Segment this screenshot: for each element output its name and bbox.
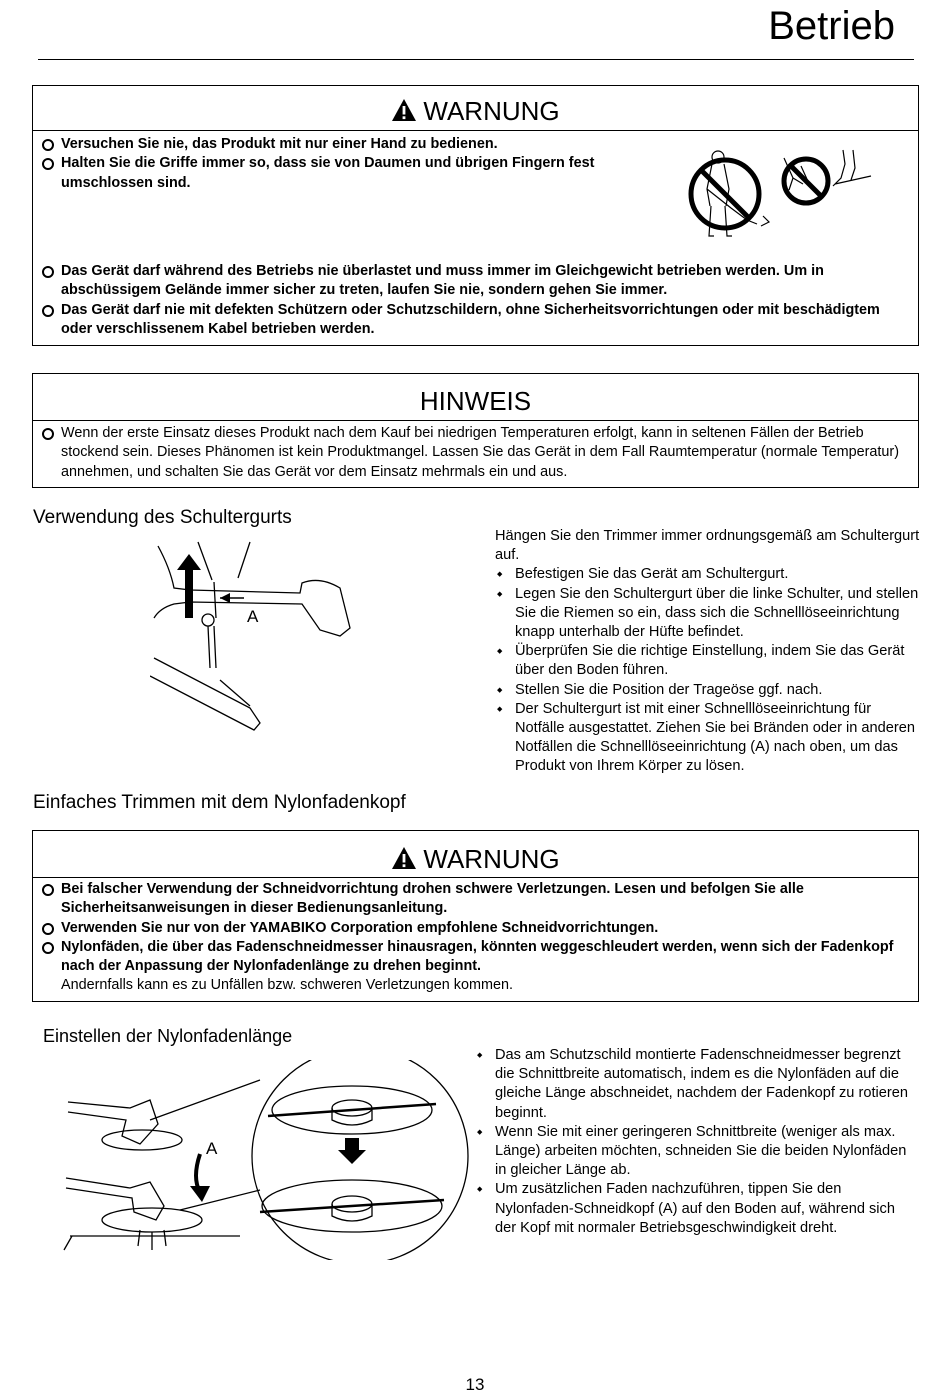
warning-box-2: [32, 830, 919, 1002]
list-item: Halten Sie die Griffe immer so, dass sie von Daumen und übrigen Fingern fest umschlossen sind.: [41, 154, 631, 193]
shoulder-strap-text: [495, 527, 920, 777]
figure-label-a: A: [247, 607, 259, 626]
warning-2-list: [41, 880, 903, 976]
list-item: ◆ Der Schultergurt ist mit einer Schnelllöseeinrichtung für Notfälle ausgestattet. Ziehen Sie bei Bränden oder in anderen Notfällen die Schnelllöseeinrichtung (A) nach oben, um das Produkt von Ihrem Körper zu lösen.: [495, 700, 920, 777]
list-item: Nylonfäden, die über das Fadenschneidmesser hinausragen, könnten weggeschleudert werden, wenn sich der Fadenkopf nach der Anpassung der Nylonfadenlänge zu drehen beginnt.: [41, 938, 903, 977]
warning-triangle-icon: [391, 98, 417, 122]
line-length-illustration: [60, 1060, 480, 1260]
page-title: Betrieb: [768, 4, 895, 48]
list-item: ◆ Stellen Sie die Position der Trageöse ggf. nach.: [495, 681, 920, 700]
list-item: ◆ Befestigen Sie das Gerät am Schultergurt.: [495, 565, 920, 584]
list-item: Versuchen Sie nie, das Produkt mit nur einer Hand zu bedienen.: [41, 135, 631, 154]
header-rule: [38, 59, 914, 60]
warning-1-top-list: [41, 135, 631, 193]
list-item: ◆ Das am Schutzschild montierte Fadenschneidmesser begrenzt die Schnittbreite automatisch, indem es die Nylonfäden auf die gleiche Länge abschneidet, nachdem der Fadenkopf zu rotieren beginnt.: [475, 1046, 920, 1123]
warning-1-bottom-list: [41, 262, 903, 339]
warning-box-2-header: [33, 831, 918, 878]
section-heading-shoulder-strap: Verwendung des Schultergurts: [33, 507, 292, 528]
list-item: Das Gerät darf während des Betriebs nie überlastet und muss immer im Gleichgewicht betrieben werden. Um in abschüssigem Gelände immer sicher zu treten, laufen Sie nie, sondern gehen Sie immer.: [41, 262, 903, 301]
warning-box-2-title: WARNUNG: [423, 844, 560, 874]
list-item: ◆ Um zusätzlichen Faden nachzuführen, tippen Sie den Nylonfaden-Schneidkopf (A) auf den Boden auf, während sich der Kopf mit normaler Betriebsgeschwindigkeit dreht.: [475, 1180, 920, 1238]
shoulder-strap-list: [495, 565, 920, 776]
one-hand-prohibited-illustration: [685, 144, 875, 244]
warning-triangle-icon: [391, 846, 417, 870]
section-heading-line-length: Einstellen der Nylonfadenlänge: [43, 1026, 293, 1046]
list-item: Verwenden Sie nur von der YAMABIKO Corporation empfohlene Schneidvorrichtungen.: [41, 919, 903, 938]
list-item: Wenn der erste Einsatz dieses Produkt nach dem Kauf bei niedrigen Temperaturen erfolgt, kann in seltenen Fällen der Betrieb stockend sein. Dieses Phänomen ist kein Produktmangel. Lassen Sie das Gerät in dem Fall Raumtemperatur (normale Temperatur) annehmen, und schalten Sie das Gerät vor dem Einsatz mehrmals ein und aus.: [41, 424, 903, 482]
line-length-text: [475, 1046, 920, 1238]
list-item: Das Gerät darf nie mit defekten Schützern oder Schutzschildern, ohne Sicherheitsvorrichtungen oder mit beschädigtem oder verschlissenem Kabel betrieben werden.: [41, 301, 903, 340]
section-heading-trimming: Einfaches Trimmen mit dem Nylonfadenkopf: [33, 792, 406, 813]
figure-label-a: A: [206, 1139, 218, 1158]
list-item: Bei falscher Verwendung der Schneidvorrichtung drohen schwere Verletzungen. Lesen und befolgen Sie alle Sicherheitsanweisungen in dieser Bedienungsanleitung.: [41, 880, 903, 919]
list-item: ◆ Legen Sie den Schultergurt über die linke Schulter, und stellen Sie die Riemen so ein, dass sich die Schnelllöseeinrichtung knapp unterhalb der Hüfte befindet.: [495, 585, 920, 643]
page-number: 13: [465, 1375, 485, 1394]
warning-box-1: [32, 85, 919, 346]
notice-box-title: HINWEIS: [419, 386, 532, 416]
notice-list: [41, 424, 903, 482]
warning-2-extra: Andernfalls kann es zu Unfällen bzw. schweren Verletzungen kommen.: [61, 977, 513, 993]
shoulder-strap-illustration: [150, 538, 380, 738]
warning-box-1-title: WARNUNG: [423, 96, 560, 126]
list-item: ◆ Überprüfen Sie die richtige Einstellung, indem Sie das Gerät über den Boden führen.: [495, 642, 920, 680]
list-item: ◆ Wenn Sie mit einer geringeren Schnittbreite (weniger als max. Länge) arbeiten möchten, schneiden Sie die beiden Nylonfäden in gleicher Länge ab.: [475, 1123, 920, 1181]
warning-box-1-header: [33, 86, 918, 131]
notice-box-header: [33, 374, 918, 421]
shoulder-strap-intro: Hängen Sie den Trimmer immer ordnungsgemäß am Schultergurt auf.: [495, 528, 920, 564]
notice-box: [32, 373, 919, 488]
line-length-list: [475, 1046, 920, 1238]
